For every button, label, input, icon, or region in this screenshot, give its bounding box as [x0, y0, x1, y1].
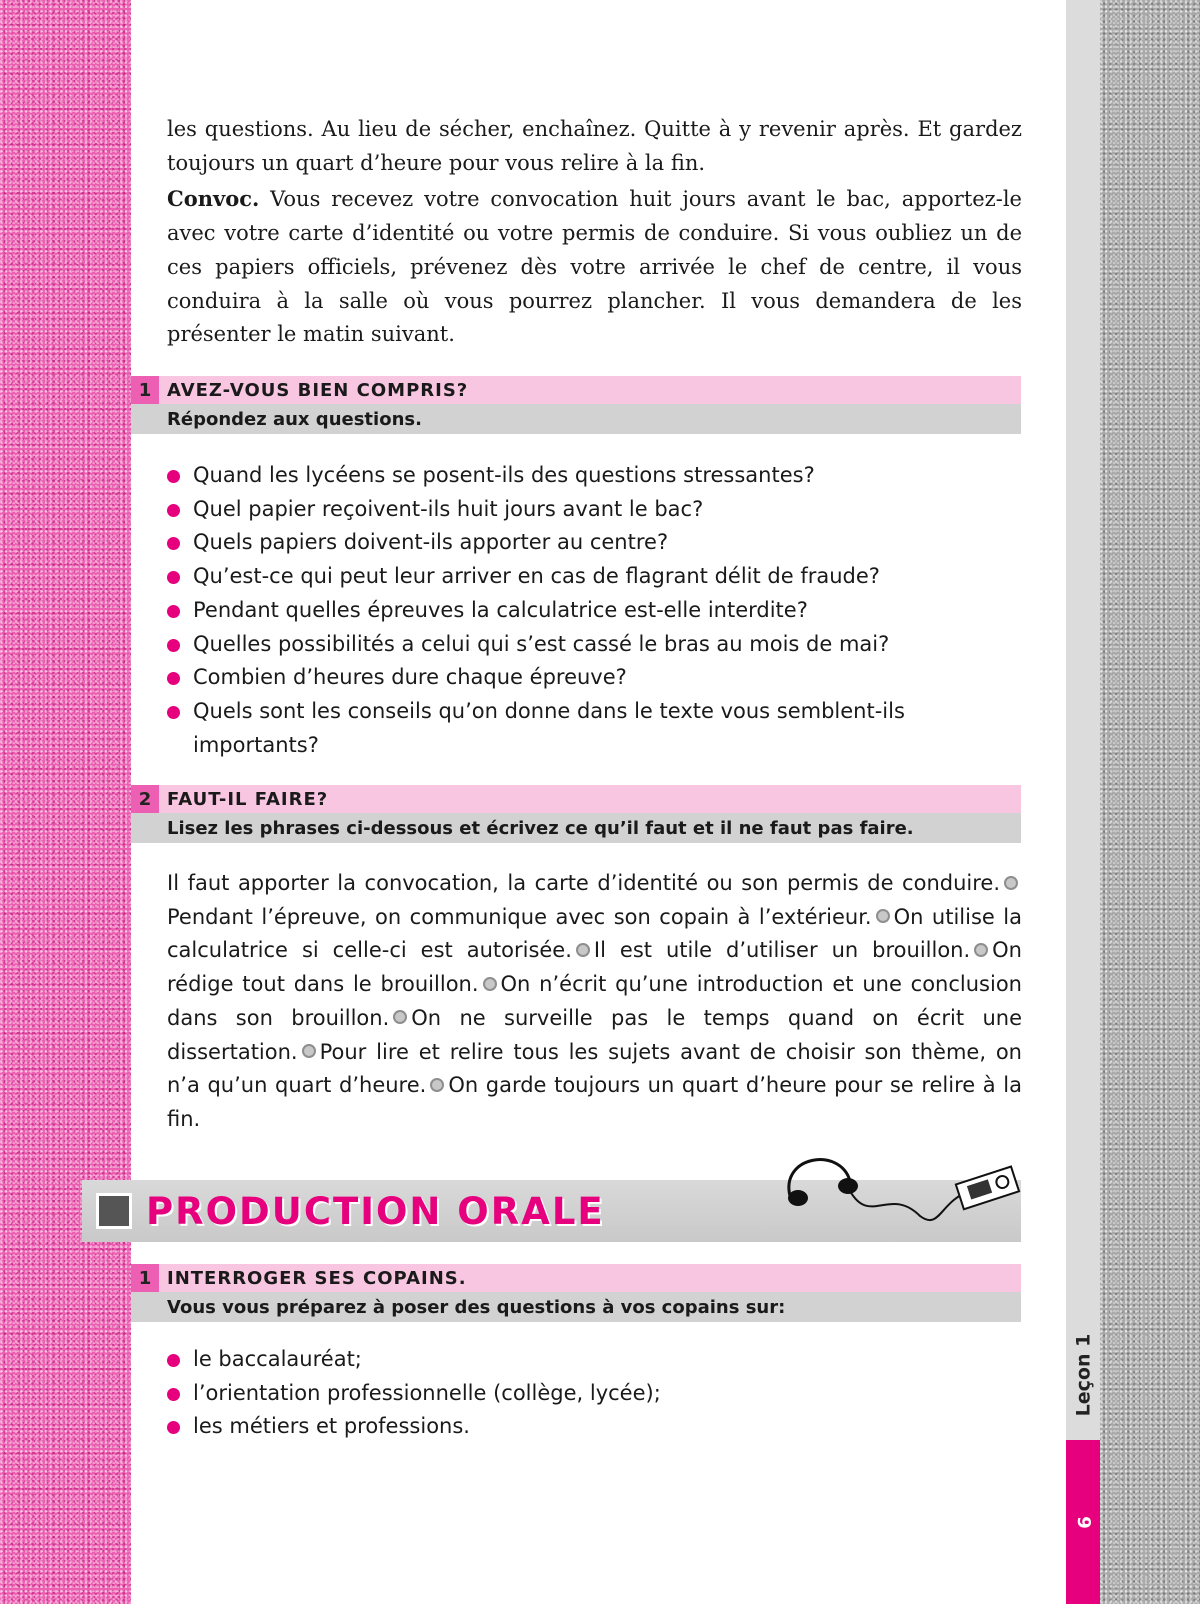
exercise-1-question-list	[165, 459, 1025, 762]
topic-item: l’orientation professionnelle (collège, lycée);	[165, 1377, 1025, 1411]
separator-circle-icon	[430, 1078, 444, 1092]
exercise-2-header	[131, 785, 1021, 843]
bullet-dot-icon	[167, 605, 180, 618]
bullet-dot-icon	[167, 706, 180, 719]
separator-circle-icon	[302, 1044, 316, 1058]
exercise-2-instruction: Lisez les phrases ci-dessous et écrivez ce qu’il faut et il ne faut pas faire.	[167, 817, 914, 839]
exercise-2-title-row	[131, 785, 1021, 813]
headphones-player-icon	[770, 1146, 1030, 1236]
section-title: PRODUCTION ORALE	[146, 1189, 605, 1233]
article-paragraph-2	[167, 182, 1022, 352]
sentence: Il est utile d’utiliser un brouillon.	[593, 938, 971, 963]
question-item: Quand les lycéens se posent-ils des questions stressantes?	[165, 459, 1025, 493]
exercise-1-instruction: Répondez aux questions.	[167, 408, 422, 430]
question-item: Quelles possibilités a celui qui s’est cassé le bras au mois de mai?	[165, 628, 1025, 662]
article-text	[167, 113, 1022, 352]
exercise-3-instruction: Vous vous préparez à poser des questions à vos copains sur:	[167, 1296, 786, 1318]
question-item: Quels papiers doivent-ils apporter au centre?	[165, 526, 1025, 560]
topic-item: le baccalauréat;	[165, 1343, 1025, 1377]
bullet-dot-icon	[167, 1354, 180, 1367]
question-item: Combien d’heures dure chaque épreuve?	[165, 661, 1025, 695]
sentence: On utilise la calculatrice si celle-ci est autorisée.	[167, 904, 1022, 963]
separator-circle-icon	[974, 943, 988, 957]
sentence: On rédige tout dans le brouillon.	[167, 938, 1022, 997]
left-decorative-strip	[0, 0, 131, 1604]
bullet-dot-icon	[167, 470, 180, 483]
article-paragraph-1: les questions. Au lieu de sécher, enchaînez. Quitte à y revenir après. Et gardez toujours un quart d’heure pour vous relire à la fin.	[167, 117, 1022, 175]
question-item: Pendant quelles épreuves la calculatrice est-elle interdite?	[165, 594, 1025, 628]
exercise-2-number: 2	[131, 785, 159, 813]
exercise-2-title: FAUT-IL FAIRE?	[167, 788, 329, 810]
separator-circle-icon	[483, 977, 497, 991]
page-number-box	[1066, 1440, 1100, 1604]
bullet-dot-icon	[167, 537, 180, 550]
exercise-1-number: 1	[131, 376, 159, 404]
question-item: Quels sont les conseils qu’on donne dans le texte vous semblent-ils importants?	[165, 695, 1025, 762]
section-square-icon	[96, 1193, 132, 1229]
bullet-dot-icon	[167, 571, 180, 584]
lesson-label	[1066, 1330, 1100, 1420]
bullet-dot-icon	[167, 1388, 180, 1401]
separator-circle-icon	[1004, 876, 1018, 890]
page-number: 9	[1072, 1515, 1094, 1529]
bullet-dot-icon	[167, 672, 180, 685]
question-item: Quel papier reçoivent-ils huit jours avant le bac?	[165, 493, 1025, 527]
topic-item: les métiers et professions.	[165, 1410, 1025, 1444]
exercise-3-title: INTERROGER SES COPAINS.	[167, 1267, 467, 1289]
exercise-2-sentences	[167, 867, 1022, 1137]
sentence: Pour lire et relire tous les sujets avant de choisir son thème, on n’a qu’un quart d’heure.	[167, 1039, 1022, 1098]
exercise-3-header	[131, 1264, 1021, 1322]
exercise-2-instruction-row	[131, 813, 1021, 843]
sentence: On n’écrit qu’une introduction et une conclusion dans son brouillon.	[167, 972, 1022, 1030]
sentence: On ne surveille pas le temps quand on écrit une dissertation.	[167, 1005, 1022, 1064]
exercise-1-instruction-row	[131, 404, 1021, 434]
question-item: Qu’est-ce qui peut leur arriver en cas de flagrant délit de fraude?	[165, 560, 1025, 594]
exercise-3-topic-list	[165, 1343, 1025, 1444]
exercise-3-number: 1	[131, 1264, 159, 1292]
exercise-3-instruction-row	[131, 1292, 1021, 1322]
separator-circle-icon	[393, 1010, 407, 1024]
right-decorative-strip	[1100, 0, 1200, 1604]
bullet-dot-icon	[167, 504, 180, 517]
exercise-1-title: AVEZ-VOUS BIEN COMPRIS?	[167, 379, 469, 401]
bullet-dot-icon	[167, 1421, 180, 1434]
sentence: On garde toujours un quart d’heure pour se relire à la fin.	[167, 1073, 1022, 1131]
separator-circle-icon	[876, 909, 890, 923]
sentence: Pendant l’épreuve, on communique avec son copain à l’extérieur.	[167, 904, 872, 929]
article-paragraph-2-text: Vous recevez votre convocation huit jours avant le bac, apportez-le avec votre carte d’identité ou votre permis de conduire. Si vous oubliez un de ces papiers officiels, prévenez dès votre arrivée le chef de centre, il vous conduira à la salle où vous pourrez plancher. Il vous demandera de les présenter le matin suivant.	[167, 187, 1022, 347]
exercise-1-header	[131, 376, 1021, 434]
exercise-3-title-row	[131, 1264, 1021, 1292]
separator-circle-icon	[576, 943, 590, 957]
exercise-1-title-row	[131, 376, 1021, 404]
convoc-label: Convoc.	[167, 186, 260, 212]
sentence: Il faut apporter la convocation, la carte d’identité ou son permis de conduire.	[167, 871, 1000, 895]
lesson-label-text: Leçon 1	[1072, 1333, 1095, 1417]
bullet-dot-icon	[167, 639, 180, 652]
